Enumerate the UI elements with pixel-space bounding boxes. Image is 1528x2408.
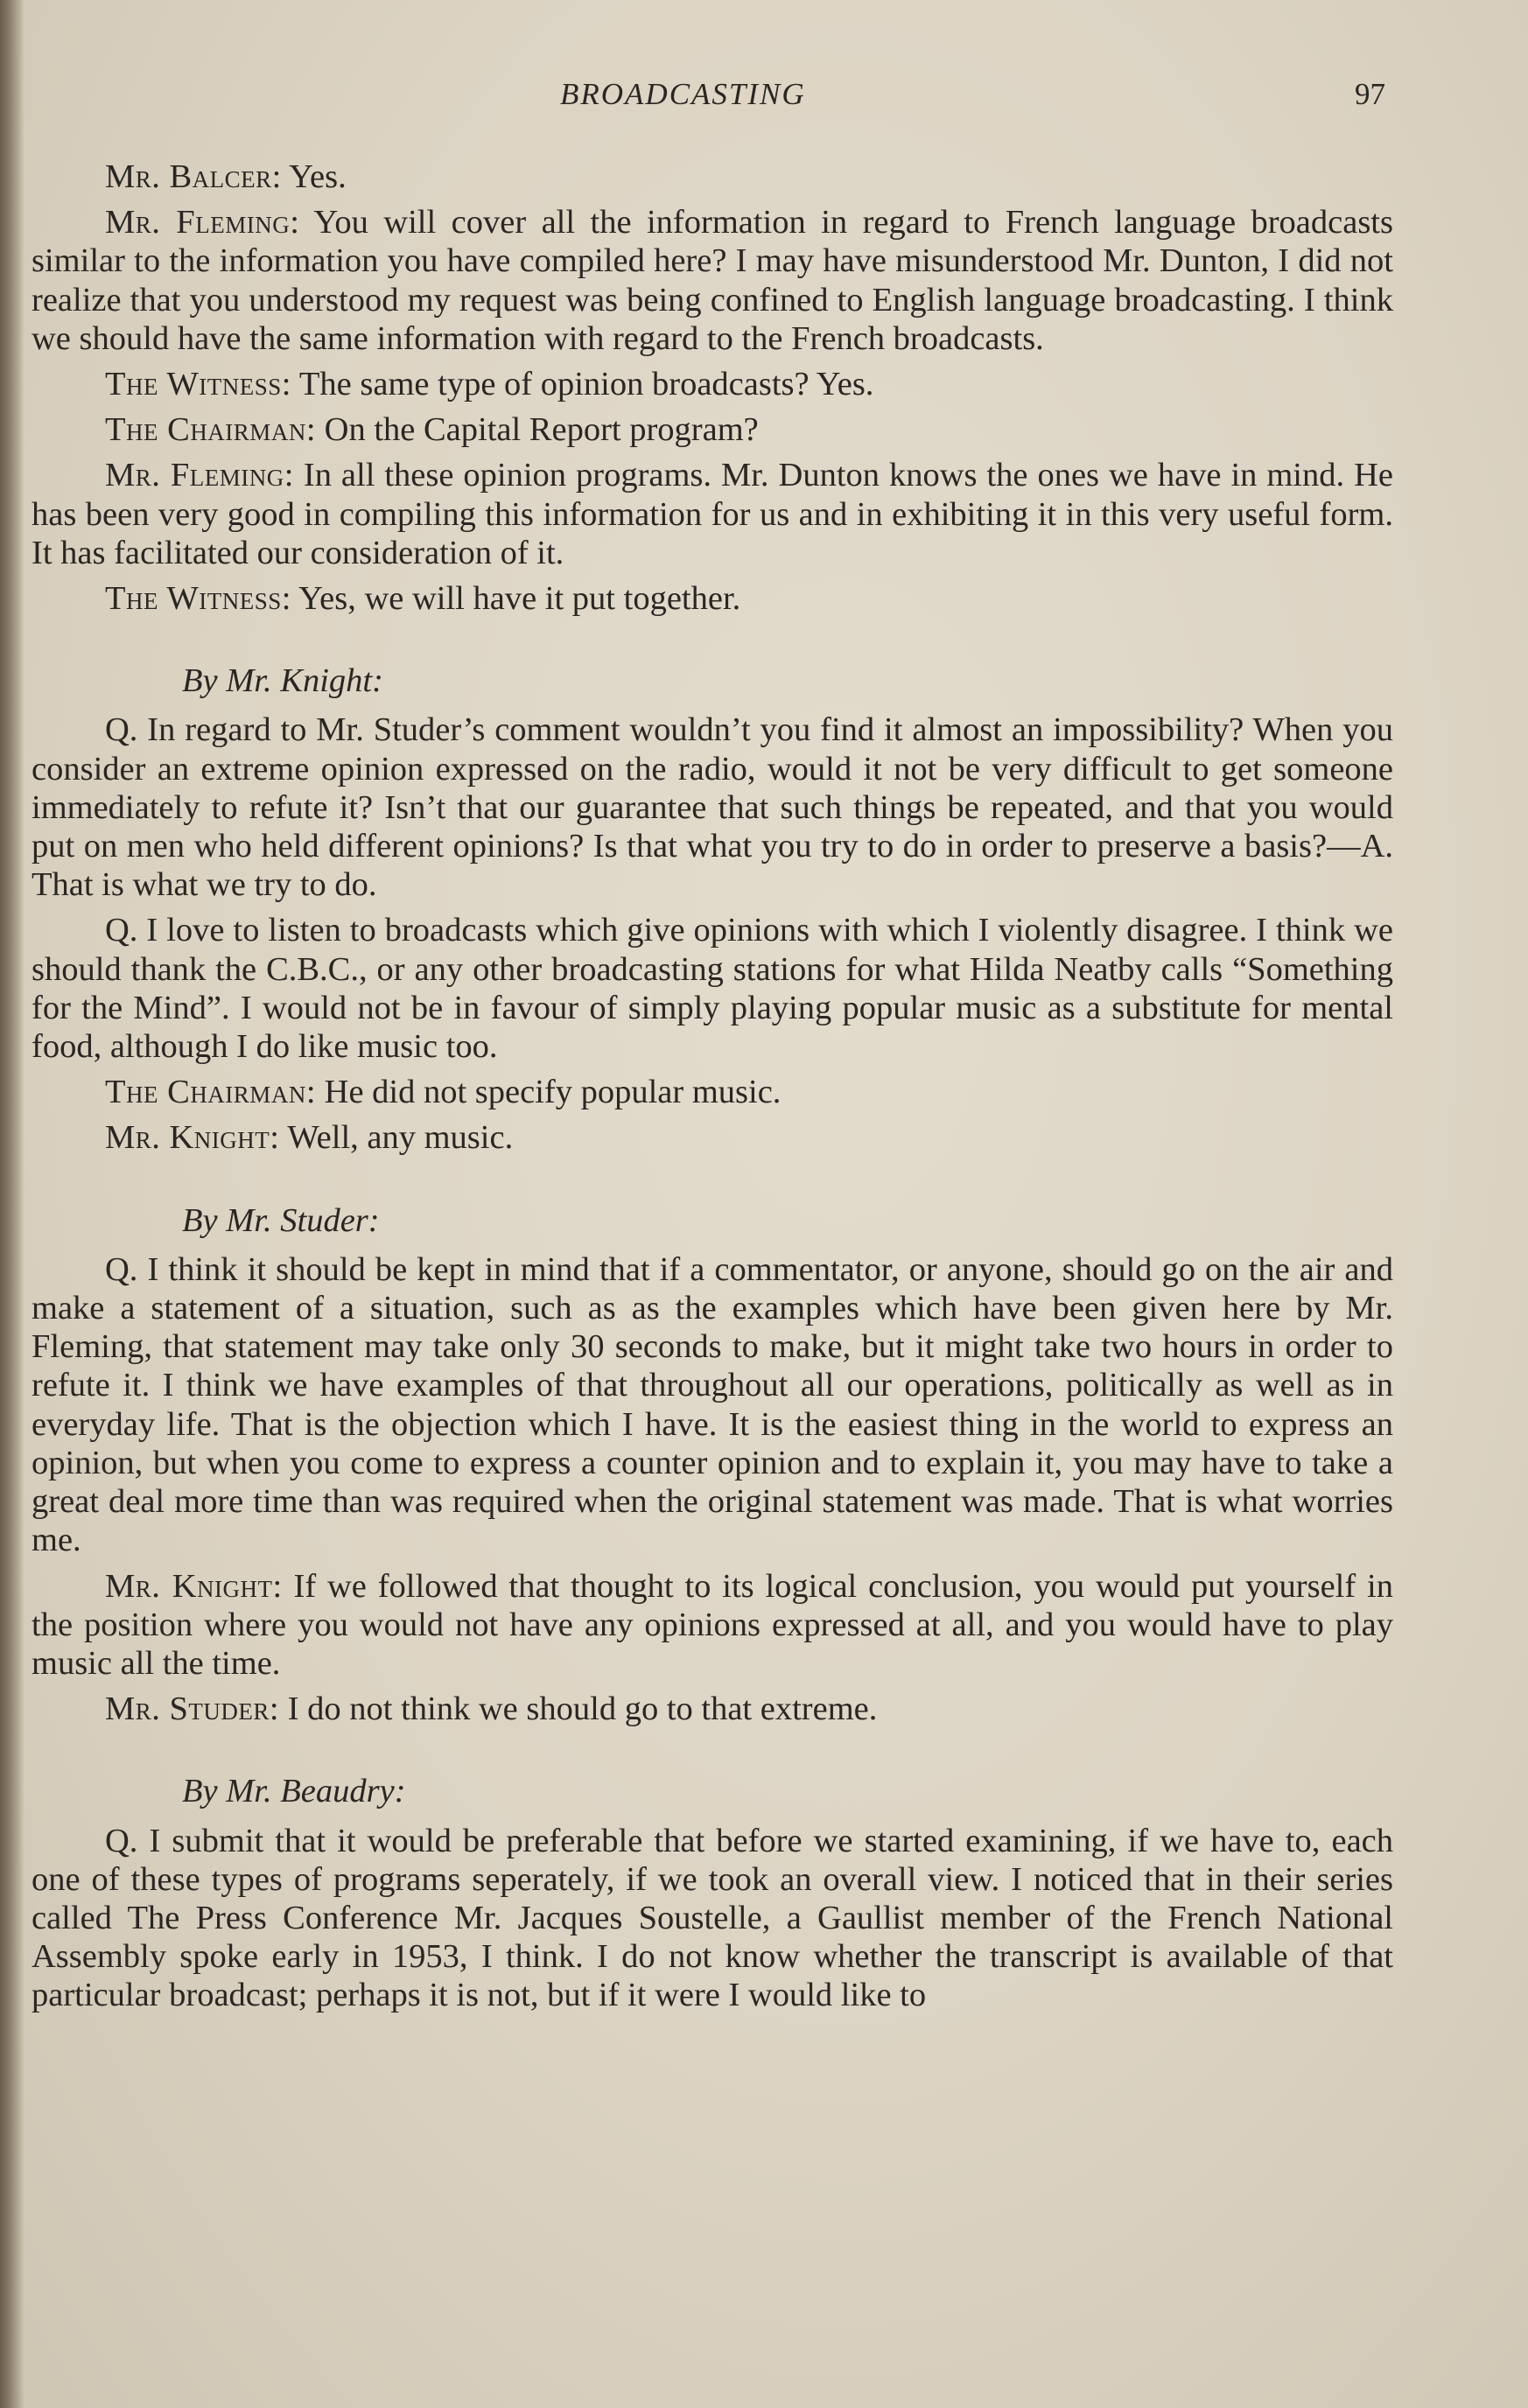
- paragraph-9: [32, 1073, 1393, 1111]
- paragraph-text: On the Capital Report program?: [316, 411, 759, 449]
- speaker-name: Mr. Knight:: [105, 1567, 283, 1605]
- paragraph-5: [32, 579, 1393, 618]
- paragraph-text: I do not think we should go to that extreme.: [279, 1690, 878, 1728]
- paragraph-text: Well, any music.: [279, 1119, 514, 1157]
- paragraph-10: [32, 1118, 1393, 1157]
- speaker-name: Mr. Fleming:: [105, 204, 300, 242]
- paragraph-3: [32, 410, 1393, 449]
- page-body: [32, 158, 1393, 2022]
- page-header: [0, 77, 1528, 119]
- binding-gutter-shadow: [0, 0, 25, 2408]
- paragraph-text: In all these opinion programs. Mr. Dunton knows the ones we have in mind. He has been very good in compiling this information for us and in exhibiting it in this very useful form. It has facilitated our consideration of it.: [32, 457, 1393, 571]
- paragraph-8: [32, 911, 1393, 1066]
- questioner-byline: By Mr. Studer:: [182, 1201, 380, 1239]
- page-number: 97: [1355, 77, 1385, 111]
- running-title: BROADCASTING: [560, 77, 806, 111]
- paragraph-13: [32, 1567, 1393, 1684]
- paragraph-16: [32, 1822, 1393, 2015]
- paragraph-14: [32, 1690, 1393, 1728]
- speaker-name: The Witness:: [105, 366, 291, 403]
- paragraph-2: [32, 365, 1393, 403]
- paragraph-text: Yes.: [281, 158, 347, 195]
- paragraph-text: You will cover all the information in regard to French language broadcasts similar to the information you have compiled here? I may have misunderstood Mr. Dunton, I did not realize that you understood my request was being confined to English language broadcasting. I think we should have the same information with regard to the French broadcasts.: [32, 204, 1393, 357]
- paragraph-1: [32, 203, 1393, 358]
- paragraph-12: [32, 1250, 1393, 1560]
- paragraph-text: If we followed that thought to its logical conclusion, you would put yourself in the position where you would not have any opinions expressed at all, and you would have to play music all the time.: [32, 1567, 1393, 1682]
- speaker-name: Mr. Balcer:: [105, 158, 282, 195]
- paragraph-0: [32, 158, 1393, 196]
- paragraph-text: Q. I love to listen to broadcasts which give opinions with which I violently disagree. I think we should thank the C.B.C., or any other broadcasting stations for what Hilda Neatby calls “Something for the Mind”. I would not be in favour of simply playing popular music as a substitute for mental food, although I do like music too.: [32, 912, 1393, 1066]
- paragraph-4: [32, 456, 1393, 572]
- speaker-name: Mr. Knight:: [105, 1119, 280, 1157]
- questioner-byline: By Mr. Beaudry:: [182, 1773, 406, 1810]
- speaker-name: The Witness:: [105, 580, 291, 618]
- speaker-name: Mr. Studer:: [105, 1690, 280, 1728]
- paragraph-text: He did not specify popular music.: [316, 1074, 782, 1111]
- paragraph-text: Yes, we will have it put together.: [291, 580, 741, 618]
- paragraph-text: Q. I submit that it would be preferable that before we started examining, if we have to, each one of these types of programs seperately, if we took an overall view. I noticed that in their series called The Press Conference Mr. Jacques Soustelle, a Gaullist member of the French National Assembly spoke early in 1953, I think. I do not know whether the transcript is available of that particular broadcast; perhaps it is not, but if it were I would like to: [32, 1822, 1393, 2014]
- paragraph-text: Q. I think it should be kept in mind that if a commentator, or anyone, should go on the air and make a statement of a situation, such as as the examples which have been given here by Mr. Fleming, that statement may take only 30 seconds to make, but it might take two hours in order to refute it. I think we have examples of that throughout all our operations, politically as well as in everyday life. That is the objection which I have. It is the easiest thing in the world to express an opinion, but when you come to express a counter opinion and to explain it, you may have to take a great deal more time than was required when the original statement was made. That is what worries me.: [32, 1250, 1393, 1559]
- speaker-name: The Chairman:: [105, 411, 317, 449]
- paragraph-text: Q. In regard to Mr. Studer’s comment wouldn’t you find it almost an impossibility? When you consider an extreme opinion expressed on the radio, would it not be very difficult to get someone immediately to refute it? Isn’t that our guarantee that such things be repeated, and that you would put on men who held different opinions? Is that what you try to do in order to preserve a basis?—A. That is what we try to do.: [32, 711, 1393, 904]
- questioner-byline: By Mr. Knight:: [182, 662, 383, 700]
- speaker-name: Mr. Fleming:: [105, 457, 294, 494]
- speaker-name: The Chairman:: [105, 1074, 317, 1111]
- paragraph-text: The same type of opinion broadcasts? Yes.: [291, 366, 874, 403]
- paragraph-7: [32, 710, 1393, 904]
